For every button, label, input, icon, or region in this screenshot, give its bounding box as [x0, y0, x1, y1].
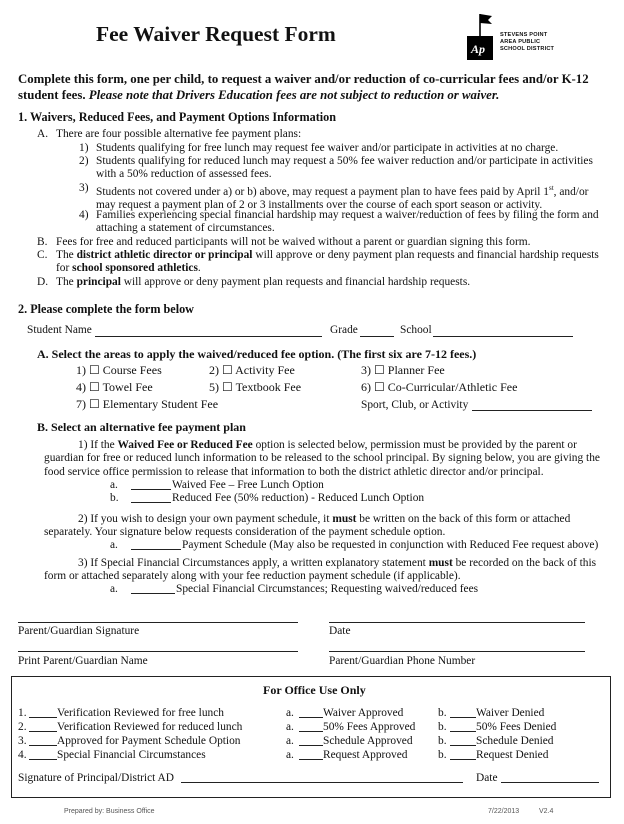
date-field[interactable]	[329, 622, 585, 623]
principal-signature-label: Signature of Principal/District AD	[18, 772, 174, 784]
option-letter: a.	[110, 479, 118, 491]
office-date-field[interactable]	[501, 782, 599, 783]
parent-signature-label: Parent/Guardian Signature	[18, 625, 140, 637]
waived-fee-blank[interactable]	[131, 489, 171, 490]
section1-A-text: There are four possible alternative fee payment plans:	[56, 128, 302, 140]
checkbox-icon: ☐	[222, 380, 233, 394]
office-blank[interactable]	[450, 759, 476, 760]
checkbox-icon: ☐	[89, 380, 100, 394]
intro-bold: Complete this form, one per child, to request a waiver and/or reduction of co-curricular fees and/or K-12 student fees.	[18, 72, 589, 102]
logo-mark: Ap	[471, 42, 486, 56]
phone-field[interactable]	[329, 651, 585, 652]
checkbox-icon: ☐	[374, 380, 385, 394]
student-name-label: Student Name	[27, 324, 92, 336]
plan-1-text: Students qualifying for free lunch may request fee waiver and/or participate in activities at no charge.	[96, 142, 559, 154]
school-field[interactable]	[433, 336, 573, 337]
footer-version: V2.4	[539, 808, 554, 815]
phone-label: Parent/Guardian Phone Number	[329, 655, 476, 667]
principal-signature-field[interactable]	[181, 782, 463, 783]
checkbox-icon: ☐	[89, 397, 100, 411]
checkbox-icon: ☐	[222, 363, 233, 377]
payment-schedule-option: Payment Schedule (May also be requested in conjunction with Reduced Fee request above)	[182, 539, 599, 551]
option-letter: a.	[110, 583, 118, 595]
intro-note: Please note that Drivers Education fees are not subject to reduction or waiver.	[88, 88, 500, 102]
print-name-label: Print Parent/Guardian Name	[18, 655, 148, 667]
checkbox-icon: ☐	[374, 363, 385, 377]
section1-D-label: D.	[37, 276, 49, 288]
student-name-field[interactable]	[95, 336, 322, 337]
school-label: School	[400, 324, 432, 336]
section1-B-text: Fees for free and reduced participants will not be waived without a parent or guardian signing this form.	[56, 236, 531, 248]
sport-label: Sport, Club, or Activity	[361, 399, 469, 411]
office-blank[interactable]	[29, 731, 57, 732]
footer-date: 7/22/2013	[488, 808, 520, 815]
grade-label: Grade	[330, 324, 358, 336]
reduced-fee-option: Reduced Fee (50% reduction) - Reduced Lunch Option	[172, 492, 425, 504]
plan-num: 4)	[79, 209, 89, 221]
section1-C-text: The district athletic director or principal will approve or deny payment plan requests and financial hardship requests for school sponsored athletics.	[56, 249, 599, 275]
plan-num: 2)	[79, 155, 89, 167]
option-letter: b.	[110, 492, 119, 504]
section2-A-heading: A. Select the areas to apply the waived/reduced fee option. (The first six are 7-12 fees.)	[37, 347, 477, 361]
plan-num: 1)	[79, 142, 89, 154]
intro-text	[18, 71, 608, 103]
section1-D-text: The principal will approve or deny payment plan requests and financial hardship requests.	[56, 276, 471, 288]
checkbox-icon: ☐	[89, 363, 100, 377]
office-blank[interactable]	[29, 745, 57, 746]
sport-field[interactable]	[472, 410, 592, 411]
section1-C-label: C.	[37, 249, 48, 261]
office-blank[interactable]	[299, 745, 323, 746]
fee-course[interactable]: 1) ☐ Course Fees	[76, 363, 162, 377]
office-blank[interactable]	[29, 759, 57, 760]
payment-schedule-blank[interactable]	[131, 549, 181, 550]
fee-elementary[interactable]: 7) ☐ Elementary Student Fee	[76, 397, 219, 411]
logo-text: STEVENS POINT AREA PUBLIC SCHOOL DISTRICT	[500, 32, 555, 52]
section1-B-label: B.	[37, 236, 48, 248]
office-blank[interactable]	[450, 731, 476, 732]
special-circumstances-blank[interactable]	[131, 593, 175, 594]
section1-heading: 1. Waivers, Reduced Fees, and Payment Options Information	[18, 110, 337, 124]
plan-num: 3)	[79, 182, 89, 194]
office-blank[interactable]	[450, 745, 476, 746]
plan-2-text: Students qualifying for reduced lunch may request a 50% fee waiver reduction and/or participate in activities with a 50% reduction of assessed fees.	[96, 155, 593, 181]
print-name-field[interactable]	[18, 651, 298, 652]
form-title: Fee Waiver Request Form	[96, 22, 336, 46]
prepared-by: Prepared by: Business Office	[64, 808, 155, 815]
section2-B-heading: B. Select an alternative fee payment plan	[37, 420, 246, 434]
date-label: Date	[329, 625, 351, 637]
office-blank[interactable]	[29, 717, 57, 718]
fee-cocurricular[interactable]: 6) ☐ Co-Curricular/Athletic Fee	[361, 380, 518, 394]
reduced-fee-blank[interactable]	[131, 502, 171, 503]
option-letter: a.	[110, 539, 118, 551]
section1-A-label: A.	[37, 128, 49, 140]
fee-textbook[interactable]: 5) ☐ Textbook Fee	[209, 380, 302, 394]
paragraph-3: 3) If Special Financial Circumstances apply, a written explanatory statement must be recorded on the back of this form or attached separately along with your fee reduction payment schedule (if applicable).	[44, 557, 597, 583]
grade-field[interactable]	[360, 336, 394, 337]
plan-3-text: Students not covered under a) or b) above, may request a payment plan to have fees paid by April 1st, and/or may request a payment plan of 2 or 3 installments over the course of each sport season or activity.	[96, 184, 589, 212]
fee-activity[interactable]: 2) ☐ Activity Fee	[209, 363, 295, 377]
office-blank[interactable]	[450, 717, 476, 718]
paragraph-2: 2) If you wish to design your own payment schedule, it must be written on the back of this form or attached separately. Your signature below requests consideration of the payment schedule option.	[44, 513, 571, 539]
special-circumstances-option: Special Financial Circumstances; Requesting waived/reduced fees	[176, 583, 479, 595]
waived-fee-option: Waived Fee – Free Lunch Option	[172, 479, 324, 491]
section2-heading: 2. Please complete the form below	[18, 302, 194, 316]
plan-4-text: Families experiencing special financial hardship may request a waiver/reduction of fees by filing the form and attaching a statement of circumstances.	[96, 209, 599, 235]
office-blank[interactable]	[299, 759, 323, 760]
office-date-label: Date	[476, 772, 498, 784]
office-blank[interactable]	[299, 717, 323, 718]
office-heading: For Office Use Only	[263, 683, 366, 697]
fee-planner[interactable]: 3) ☐ Planner Fee	[361, 363, 445, 377]
paragraph-1: 1) If the Waived Fee or Reduced Fee option is selected below, permission must be provided by the parent or guardian for free or reduced lunch information to be released to the school principal. By signing below, you are giving the food service office permission to release that information to both the district athletic director and/or principal.	[44, 439, 600, 478]
office-blank[interactable]	[299, 731, 323, 732]
fee-towel[interactable]: 4) ☐ Towel Fee	[76, 380, 153, 394]
parent-signature-field[interactable]	[18, 622, 298, 623]
